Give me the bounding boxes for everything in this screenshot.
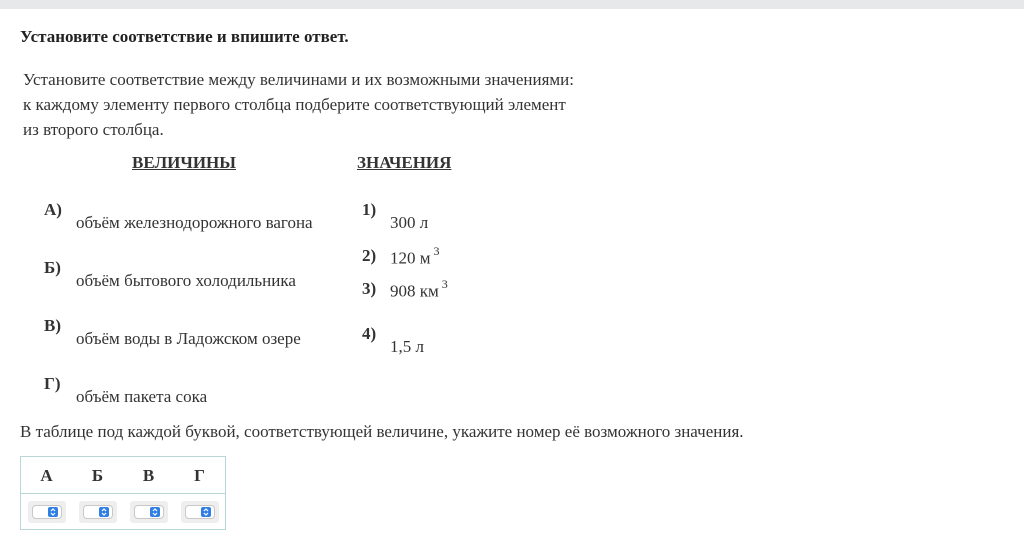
values-column-header: ЗНАЧЕНИЯ [357,153,452,172]
answer-select-a[interactable] [28,501,66,523]
quantity-letter-v: В) [44,316,61,335]
quantity-text-v: объём воды в Ладожском озере [76,329,301,348]
task-intro [23,67,643,142]
value-main: 120 м [390,248,431,268]
value-text-2 [390,246,440,269]
quantity-letter-b: Б) [44,258,61,277]
select-box[interactable] [32,505,62,519]
top-bar [0,0,1024,9]
quantity-text-a: объём железнодорожного вагона [76,213,313,232]
quantity-text-b: объём бытового холодильника [76,271,296,290]
answer-instruction: В таблице под каждой буквой, соответствующей величине, укажите номер её возможного значения. [20,422,744,441]
value-number-2: 2) [362,246,377,265]
updown-arrows-icon [99,507,109,517]
intro-line: Установите соответствие между величинами и их возможными значениями: [23,70,574,89]
value-main: 1,5 л [390,337,424,356]
value-exponent: 3 [441,277,448,291]
value-main: 300 л [390,213,429,232]
answer-header-a: А [40,466,53,485]
answer-select-v[interactable] [130,501,168,523]
answer-header-g: Г [194,466,205,485]
value-text-4 [390,337,424,357]
intro-line: из второго столбца. [23,120,164,139]
value-number-3: 3) [362,279,377,298]
updown-arrows-icon [48,507,58,517]
quantities-column-header: ВЕЛИЧИНЫ [132,153,236,172]
value-number-1: 1) [362,200,377,219]
task-heading: Установите соответствие и впишите ответ. [20,27,349,46]
answer-header-b: Б [91,466,104,485]
quantity-letter-a: А) [44,200,62,219]
value-number-4: 4) [362,324,377,343]
value-text-1 [390,213,428,233]
intro-line: к каждому элементу первого столбца подберите соответствующий элемент [23,95,566,114]
answer-select-b[interactable] [79,501,117,523]
answer-table-header [21,457,225,494]
value-exponent: 3 [433,244,440,258]
value-main: 908 км [390,281,439,301]
answer-table [20,456,226,530]
select-box[interactable] [83,505,113,519]
updown-arrows-icon [150,507,160,517]
select-box[interactable] [185,505,215,519]
updown-arrows-icon [201,507,211,517]
answer-select-g[interactable] [181,501,219,523]
value-text-3 [390,279,448,302]
answer-header-v: В [142,466,155,485]
quantity-text-g: объём пакета сока [76,387,208,406]
select-box[interactable] [134,505,164,519]
quantity-letter-g: Г) [44,374,61,393]
